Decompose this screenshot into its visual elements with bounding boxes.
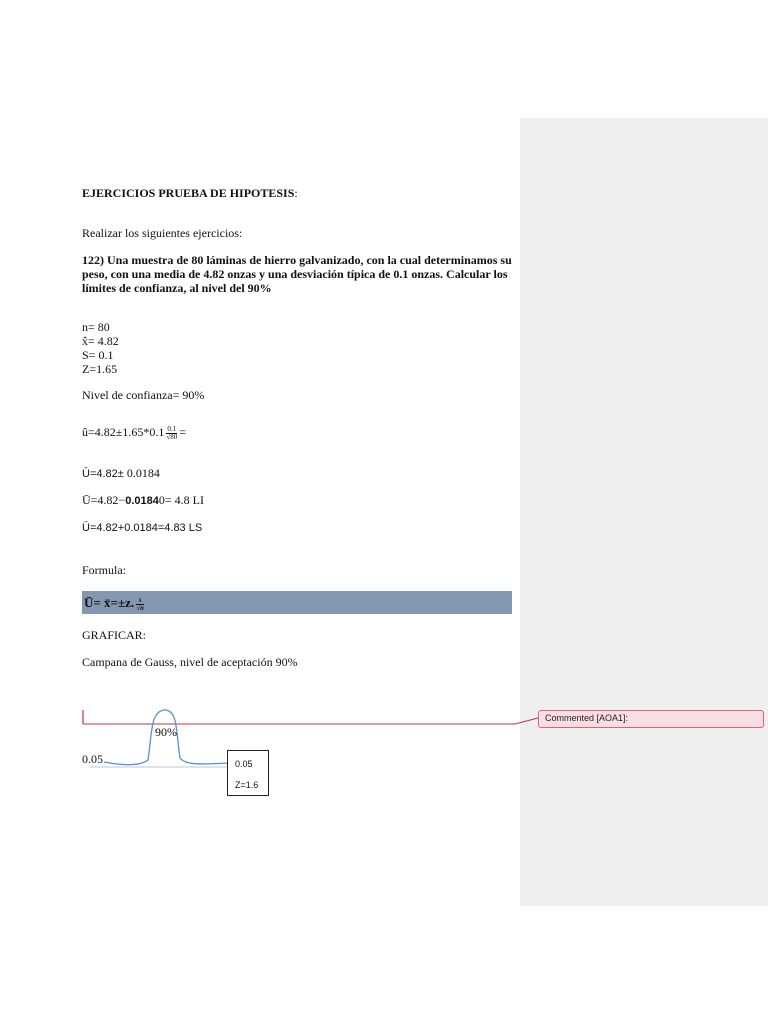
formula-fraction-den: √n xyxy=(136,603,144,612)
heading-suffix: : xyxy=(294,186,298,200)
given-z: Z=1.65 xyxy=(82,362,118,376)
given-mean: x̂= 4.82 xyxy=(82,334,119,348)
calc-line-3-bold: 0.0184 xyxy=(125,495,159,507)
given-s: S= 0.1 xyxy=(82,348,114,362)
formula-fraction-num: s xyxy=(136,597,144,605)
calc-line-2-value: 0.0184 xyxy=(123,466,160,480)
formula-main: Ū= x̄=±z. xyxy=(84,595,135,610)
given-n: n= 80 xyxy=(82,320,110,334)
gauss-caption: Campana de Gauss, nivel de aceptación 90% xyxy=(82,655,298,669)
graph-center-label: 90% xyxy=(155,725,177,739)
formula-label: Formula: xyxy=(82,563,126,577)
calc-line-3-suffix: 0= 4.8 LI xyxy=(158,493,204,507)
comment-bubble[interactable] xyxy=(538,710,764,728)
graph-box-line-2: Z=1.6 xyxy=(235,780,259,790)
comment-label: Commented [AOA1]: xyxy=(545,713,629,723)
graph-left-label: 0.05 xyxy=(82,752,103,766)
calc-line-3-prefix: Ū=4.82− xyxy=(82,493,126,507)
heading-bold: EJERCICIOS PRUEBA DE HIPOTESIS xyxy=(82,186,295,200)
calc-fraction-num: 0.1 xyxy=(167,424,177,433)
confidence-level: Nivel de confianza= 90% xyxy=(82,388,205,402)
graph-value-box xyxy=(227,750,269,796)
comment-connector xyxy=(515,718,538,724)
calc-line-2-prefix: Ū=4.82± xyxy=(82,468,124,480)
instruction-text: Realizar los siguientes ejercicios: xyxy=(82,226,243,240)
graficar-label: GRAFICAR: xyxy=(82,628,147,642)
graph-box-line-1: 0.05 xyxy=(235,759,253,769)
problem-statement: 122) Una muestra de 80 láminas de hierro galvanizado, con la cual determinamos su peso, con una media de 4.82 onzas y una desviación típica de 0.1 onzas. Calcular los límites de confianza, al nivel del 90% xyxy=(82,253,512,295)
calc-line-1-prefix: û=4.82±1.65*0.1 xyxy=(82,425,165,439)
calc-fraction-den: √80 xyxy=(166,432,178,441)
calc-line-4: Ū=4.82+0.0184=4.83 LS xyxy=(82,522,203,534)
calc-line-1-suffix: = xyxy=(179,425,186,439)
